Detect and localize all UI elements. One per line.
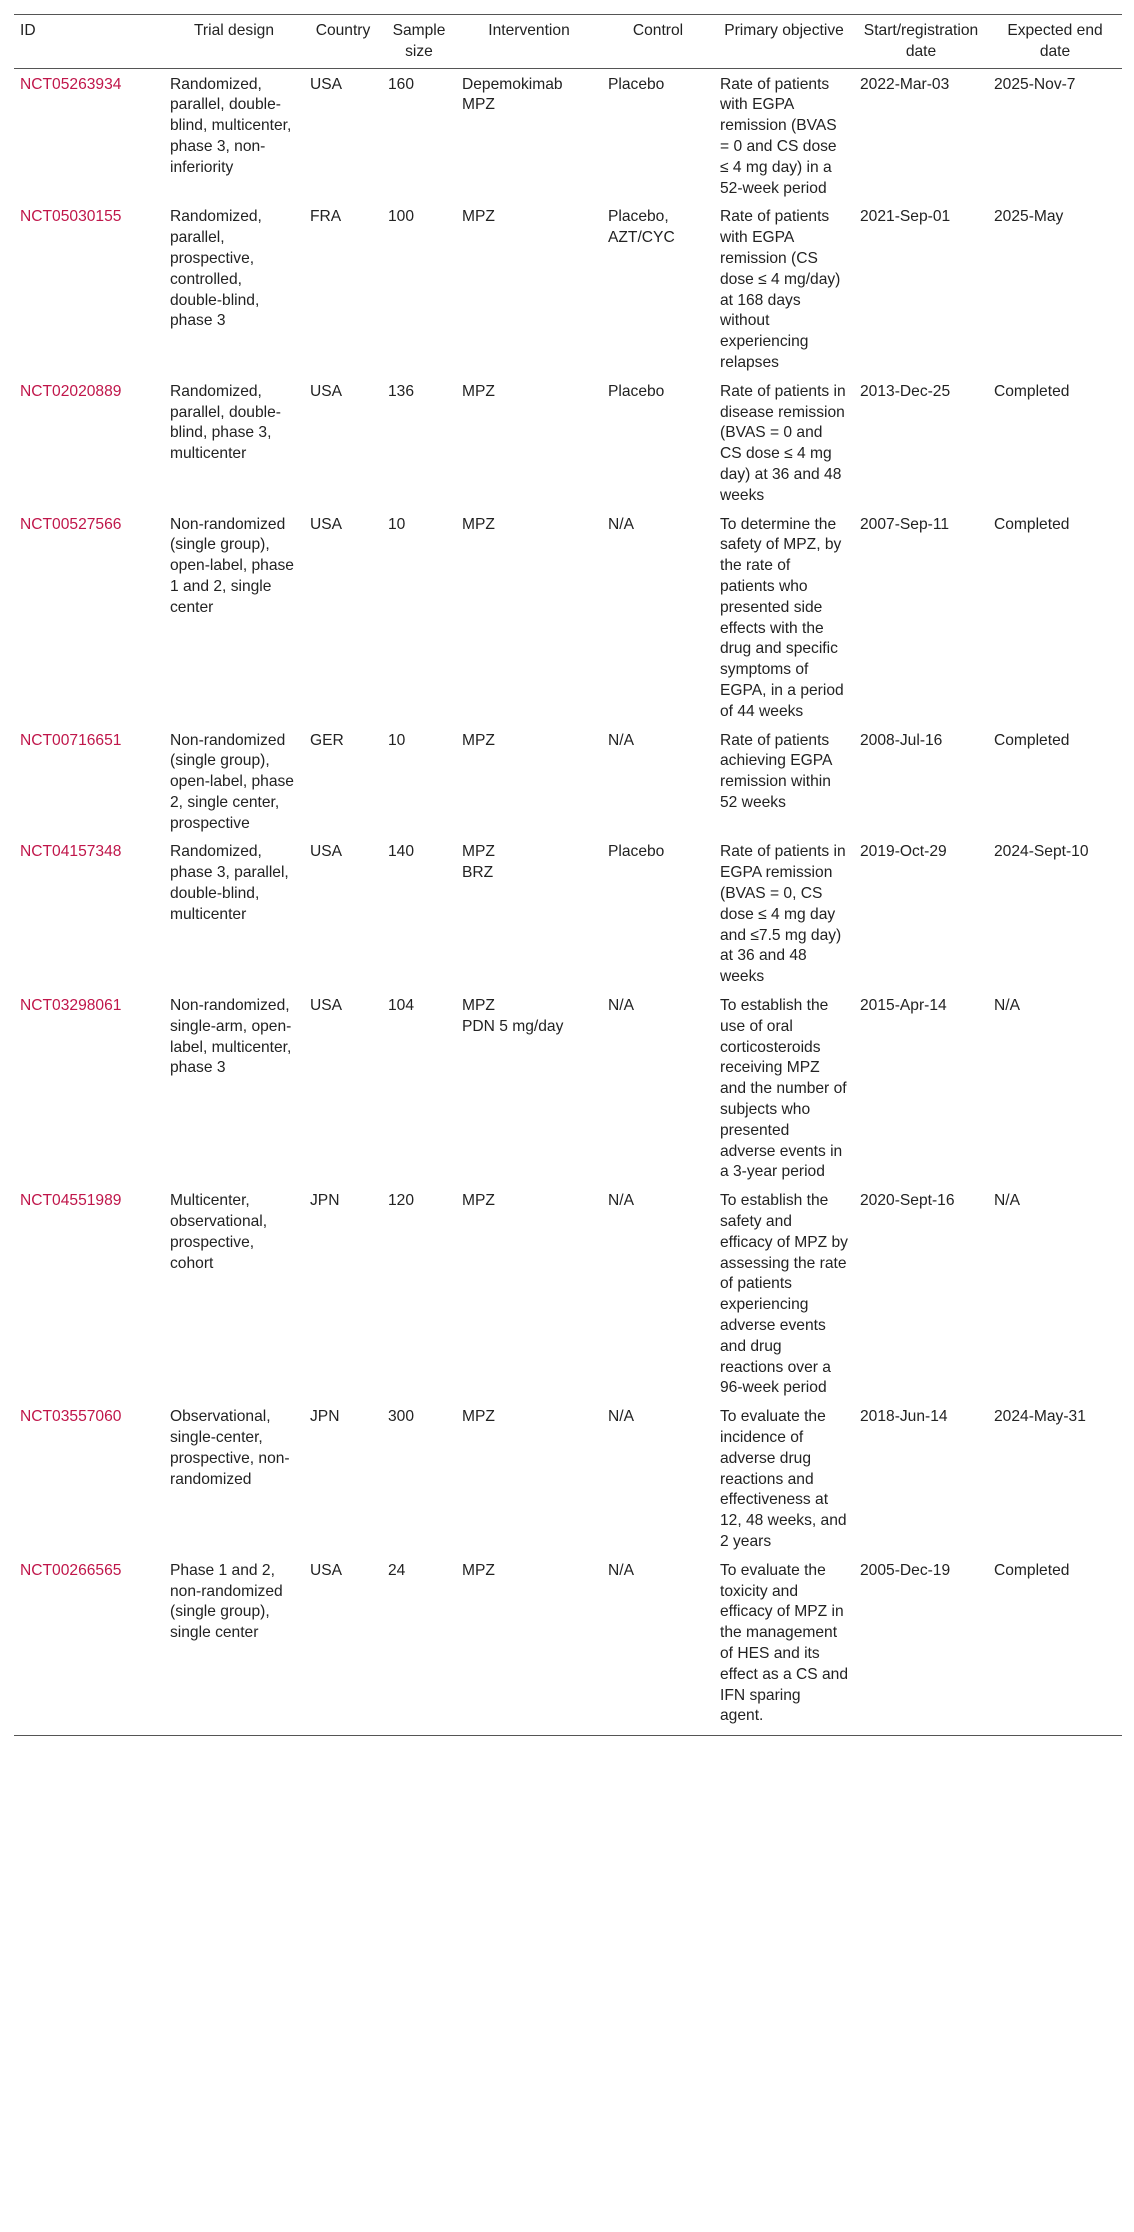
table-row [14, 201, 1122, 375]
primary-objective-cell: To determine the safety of MPZ, by the rate of patients who presented side effects with the drug and specific symptoms of EGPA, in a period of 44 weeks [720, 515, 844, 720]
control-cell: N/A [602, 1555, 714, 1736]
intervention-cell [456, 376, 602, 509]
primary-objective-cell: Rate of patients with EGPA remission (CS dose ≤ 4 mg/day) at 168 days without experiencing relapses [720, 208, 841, 371]
start-date-cell: 2018-Jun-14 [860, 1408, 948, 1426]
primary-objective-cell: Rate of patients in EGPA remission (BVAS = 0, CS dose ≤ 4 mg day and ≤7.5 mg day) at 36 and 48 weeks [720, 843, 846, 986]
clinical-trials-table [14, 14, 1122, 1736]
trial-id-link[interactable]: NCT05030155 [20, 208, 122, 226]
intervention-item: MPZ [462, 843, 495, 861]
trial-id-link[interactable]: NCT03298061 [20, 997, 122, 1015]
start-date-cell: 2005-Dec-19 [854, 1555, 988, 1736]
trial-id-cell [14, 725, 164, 837]
intervention-cell [456, 836, 602, 990]
trial-id-cell [14, 990, 164, 1185]
trial-design-cell: Randomized, parallel, prospective, controlled, double-blind, phase 3 [170, 208, 262, 330]
header-start-date: Start/registration date [854, 15, 988, 69]
start-date-cell: 2008-Jul-16 [860, 731, 943, 749]
start-date-cell: 2021-Sep-01 [860, 208, 951, 226]
trial-id-cell [14, 836, 164, 990]
header-sample-size: Sample size [382, 15, 456, 69]
table-row [14, 836, 1122, 990]
table-row [14, 990, 1122, 1185]
header-row [14, 15, 1122, 69]
primary-objective-cell: To establish the safety and efficacy of MPZ by assessing the rate of patients experiencing adverse events and drug reactions over a 96-week period [720, 1192, 848, 1397]
sample-size-cell: 300 [388, 1408, 415, 1426]
start-date-cell: 2013-Dec-25 [860, 382, 951, 400]
table-row [14, 509, 1122, 725]
intervention-item: MPZ [462, 997, 495, 1015]
trial-design-cell: Non-randomized (single group), open-label, phase 2, single center, prospective [170, 731, 294, 832]
table-row [14, 1401, 1122, 1555]
header-trial-design: Trial design [164, 15, 304, 69]
sample-size-cell: 10 [388, 731, 406, 749]
trial-id-cell [14, 509, 164, 725]
end-date-cell: Completed [994, 382, 1070, 400]
table-row [14, 1185, 1122, 1401]
trial-id-link[interactable]: NCT03557060 [20, 1408, 122, 1426]
control-cell: N/A [608, 997, 634, 1015]
intervention-cell [456, 725, 602, 837]
trial-id-cell [14, 1401, 164, 1555]
intervention-cell [456, 1401, 602, 1555]
trial-id-cell [14, 1555, 164, 1736]
end-date-cell: N/A [994, 1192, 1020, 1210]
trial-id-cell [14, 201, 164, 375]
control-cell: N/A [608, 1408, 634, 1426]
intervention-item: MPZ [462, 96, 495, 114]
trial-id-link[interactable]: NCT04551989 [20, 1192, 122, 1210]
country-cell: JPN [310, 1408, 340, 1426]
table-row [14, 1555, 1122, 1736]
control-cell: Placebo [608, 382, 665, 400]
header-primary-objective: Primary objective [714, 15, 854, 69]
intervention-cell [456, 1185, 602, 1401]
trial-design-cell: Non-randomized, single-arm, open-label, multicenter, phase 3 [170, 997, 292, 1077]
country-cell: USA [310, 997, 343, 1015]
control-cell: Placebo [608, 843, 665, 861]
intervention-item: Depemokimab [462, 75, 563, 93]
control-cell: Placebo, AZT/CYC [608, 208, 675, 247]
start-date-cell: 2019-Oct-29 [860, 843, 947, 861]
start-date-cell: 2007-Sep-11 [860, 515, 950, 533]
intervention-item: MPZ [462, 731, 495, 749]
trial-design-cell: Phase 1 and 2, non-randomized (single group), single center [164, 1555, 304, 1736]
header-country: Country [304, 15, 382, 69]
intervention-item: MPZ [462, 515, 495, 533]
intervention-item: MPZ [462, 1192, 495, 1210]
trial-id-link[interactable]: NCT00716651 [20, 731, 122, 749]
end-date-cell: 2024-Sept-10 [994, 843, 1089, 861]
intervention-item: MPZ [462, 208, 495, 226]
header-intervention: Intervention [456, 15, 602, 69]
sample-size-cell: 10 [388, 515, 406, 533]
trial-design-cell: Randomized, parallel, double-blind, phase 3, multicenter [170, 382, 281, 463]
primary-objective-cell: Rate of patients achieving EGPA remission within 52 weeks [720, 731, 832, 811]
intervention-cell [456, 1555, 602, 1736]
start-date-cell: 2022-Mar-03 [860, 75, 950, 93]
trial-id-link[interactable]: NCT00527566 [20, 515, 122, 533]
trial-id-cell [14, 376, 164, 509]
table-body [14, 68, 1122, 1736]
sample-size-cell: 104 [388, 997, 415, 1015]
trial-id-link[interactable]: NCT02020889 [20, 382, 122, 400]
country-cell: USA [304, 1555, 382, 1736]
primary-objective-cell: To evaluate the toxicity and efficacy of MPZ in the management of HES and its effect as a CS and IFN sparing agent. [714, 1555, 854, 1736]
control-cell: N/A [608, 515, 634, 533]
primary-objective-cell: To evaluate the incidence of adverse drug reactions and effectiveness at 12, 48 weeks, and 2 years [720, 1408, 847, 1550]
trial-id-link[interactable]: NCT05263934 [20, 75, 122, 93]
country-cell: USA [310, 515, 343, 533]
country-cell: USA [310, 843, 343, 861]
control-cell: Placebo [608, 75, 665, 93]
country-cell: USA [310, 75, 343, 93]
control-cell: N/A [608, 1192, 634, 1210]
end-date-cell: Completed [994, 515, 1070, 533]
end-date-cell: 2024-May-31 [994, 1408, 1086, 1426]
intervention-item: MPZ [462, 1408, 495, 1426]
country-cell: GER [310, 731, 344, 749]
header-id: ID [14, 15, 164, 69]
trial-design-cell: Observational, single-center, prospective, non-randomized [170, 1408, 290, 1488]
end-date-cell: Completed [994, 731, 1070, 749]
end-date-cell: N/A [994, 997, 1020, 1015]
sample-size-cell: 120 [388, 1192, 415, 1210]
start-date-cell: 2015-Apr-14 [860, 997, 947, 1015]
intervention-item: MPZ [462, 1561, 495, 1579]
intervention-item: MPZ [462, 382, 495, 400]
table-row [14, 725, 1122, 837]
sample-size-cell: 160 [388, 75, 415, 93]
header-control: Control [602, 15, 714, 69]
table-row [14, 376, 1122, 509]
trial-design-cell: Randomized, phase 3, parallel, double-blind, multicenter [170, 843, 289, 923]
trial-design-cell: Multicenter, observational, prospective, cohort [170, 1192, 268, 1272]
end-date-cell: Completed [988, 1555, 1122, 1736]
intervention-cell [456, 990, 602, 1185]
country-cell: USA [310, 382, 343, 400]
trial-id-link[interactable]: NCT04157348 [20, 843, 122, 861]
country-cell: JPN [310, 1192, 340, 1210]
country-cell: FRA [310, 208, 342, 226]
start-date-cell: 2020-Sept-16 [860, 1192, 955, 1210]
primary-objective-cell: Rate of patients with EGPA remission (BVAS = 0 and CS dose ≤ 4 mg day) in a 52-week period [720, 75, 837, 197]
table-row [14, 68, 1122, 201]
intervention-cell [456, 509, 602, 725]
end-date-cell: 2025-Nov-7 [994, 75, 1076, 93]
sample-size-cell: 140 [388, 843, 415, 861]
trial-id-cell [14, 1185, 164, 1401]
end-date-cell: 2025-May [994, 208, 1064, 226]
primary-objective-cell: Rate of patients in disease remission (BVAS = 0 and CS dose ≤ 4 mg day) at 36 and 48 weeks [720, 382, 846, 504]
header-end-date: Expected end date [988, 15, 1122, 69]
intervention-item: BRZ [462, 864, 494, 882]
trial-design-cell: Randomized, parallel, double-blind, multicenter, phase 3, non-inferiority [170, 75, 292, 176]
control-cell: N/A [608, 731, 634, 749]
sample-size-cell: 100 [388, 208, 415, 226]
trial-id-link[interactable]: NCT00266565 [20, 1561, 122, 1579]
intervention-cell [456, 201, 602, 375]
intervention-item: PDN 5 mg/day [462, 1017, 564, 1035]
trial-id-cell [14, 68, 164, 201]
primary-objective-cell: To establish the use of oral corticosteroids receiving MPZ and the number of subjects who presented adverse events in a 3-year period [720, 997, 847, 1181]
intervention-cell [456, 68, 602, 201]
sample-size-cell: 24 [382, 1555, 456, 1736]
sample-size-cell: 136 [388, 382, 415, 400]
trial-design-cell: Non-randomized (single group), open-label, phase 1 and 2, single center [170, 515, 294, 616]
